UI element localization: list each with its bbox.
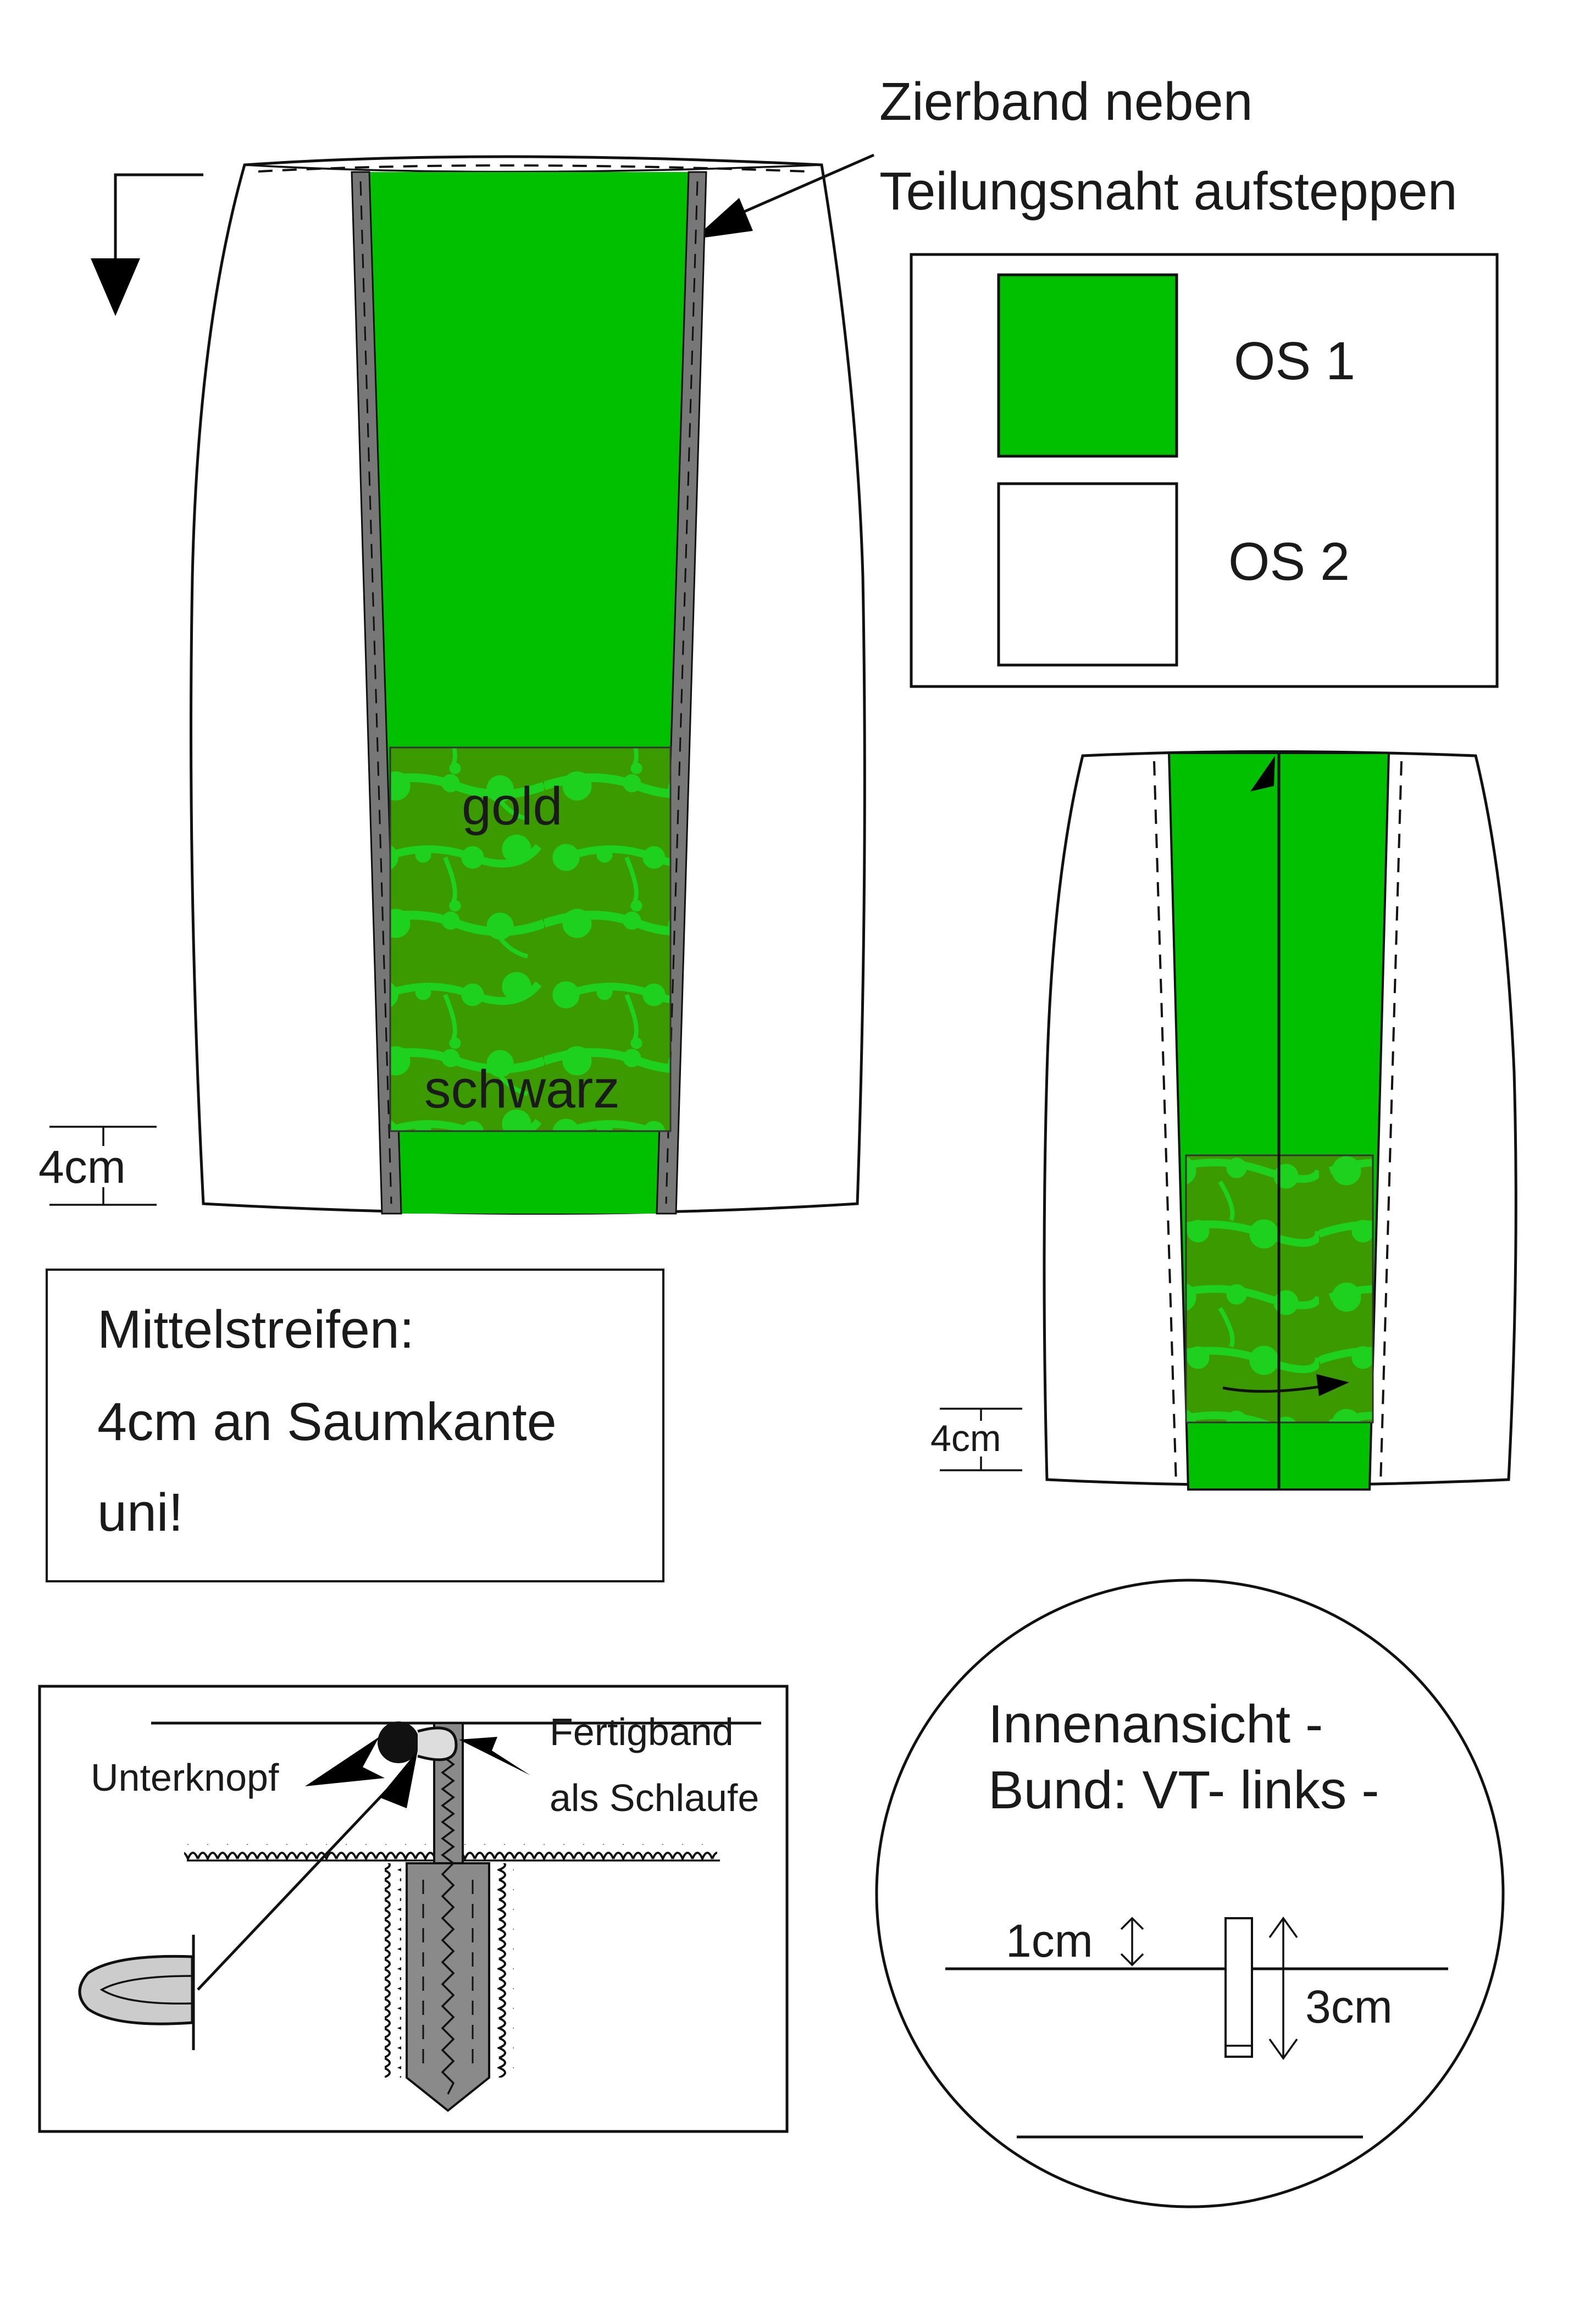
back-hem-measure: 4cm: [930, 1417, 1001, 1459]
zierband-note-line2: Teilungsnaht aufsteppen: [879, 161, 1458, 221]
front-insert-label-schwarz: schwarz: [424, 1059, 620, 1119]
skirt-front: [38, 157, 864, 1214]
note-line2: 4cm an Saumkante: [97, 1392, 557, 1452]
note-line1: Mittelstreifen:: [97, 1299, 414, 1359]
waistband-measure-1cm: 1cm: [1006, 1915, 1093, 1967]
mittelstreifen-note: [47, 1270, 663, 1581]
waistband-title-1: Innenansicht -: [988, 1694, 1323, 1754]
waistband-title-2: Bund: VT- links -: [988, 1760, 1379, 1820]
label-als-schlaufe: als Schlaufe: [550, 1776, 760, 1819]
legend-swatch-os2: [999, 484, 1177, 665]
legend: [911, 254, 1497, 686]
zierband-note-line1: Zierband neben: [879, 71, 1253, 131]
waistband-detail-circle: [877, 1580, 1503, 2207]
front-insert-label-gold: gold: [462, 776, 563, 836]
front-fold-arrow-icon: [91, 258, 140, 316]
zipper-overlock-left: [385, 1863, 401, 2078]
legend-label-os2: OS 2: [1228, 531, 1350, 591]
skirt-back: [930, 752, 1516, 1490]
front-waistband-stitch: [258, 165, 808, 171]
label-fertigband: Fertigband: [550, 1710, 734, 1753]
note-line3: uni!: [97, 1482, 184, 1542]
legend-label-os1: OS 1: [1234, 331, 1356, 391]
zipper-body: [407, 1863, 489, 2111]
front-hem-measure: 4cm: [38, 1141, 126, 1193]
zipper-overlock-right: [497, 1863, 514, 2078]
waistband-measure-3cm: 3cm: [1305, 1981, 1393, 2033]
zierband-note: [694, 71, 1458, 239]
label-unterknopf: Unterknopf: [91, 1756, 279, 1799]
belt-loop: [1226, 1918, 1252, 2057]
front-fold-line: [115, 175, 203, 264]
legend-swatch-os1: [999, 275, 1177, 456]
zipper-loop: [418, 1728, 456, 1760]
waistband-detail: [877, 1580, 1503, 2207]
zipper-detail: [40, 1686, 787, 2131]
